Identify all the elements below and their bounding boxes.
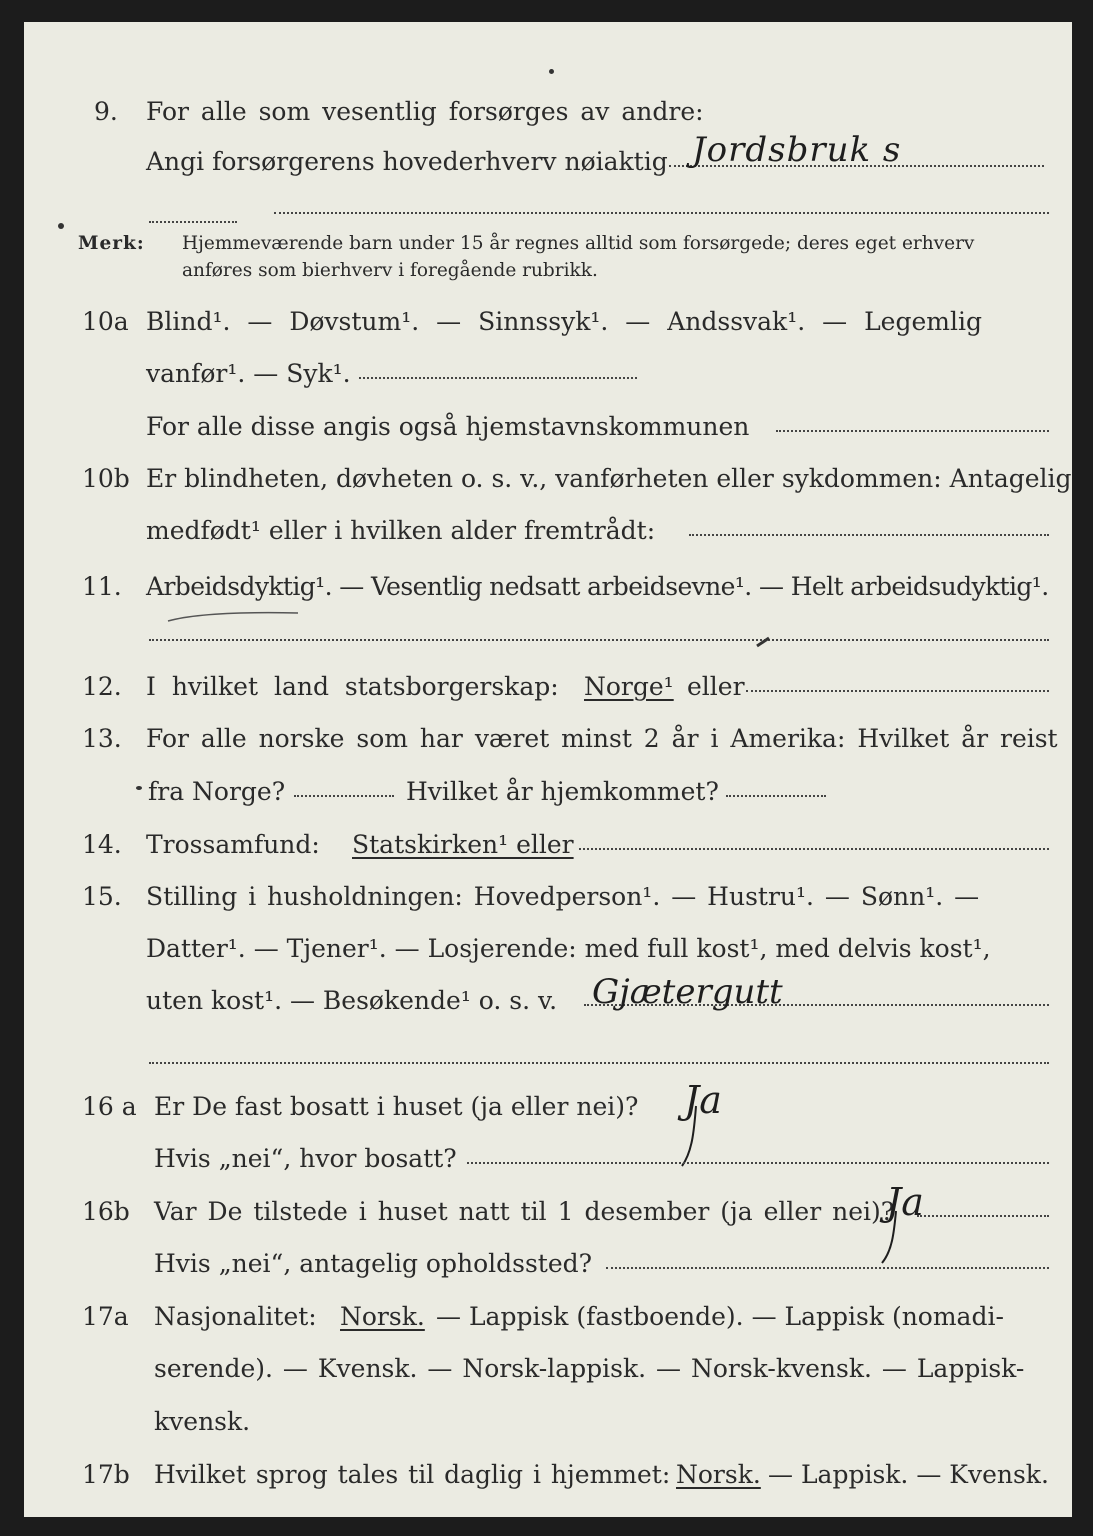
q16b-line1-answer-line xyxy=(917,1215,1049,1217)
q12-text: I hvilket land statsborgerskap: xyxy=(146,672,559,701)
q15-handwritten-answer: Gjætergutt xyxy=(592,972,783,1012)
q10b-number: 10b xyxy=(82,464,130,493)
q17b-number: 17b xyxy=(82,1460,130,1489)
q10a-line2: vanfør¹. — Syk¹. xyxy=(146,359,351,388)
q13-line1: For alle norske som har været minst 2 år i Amerika: Hvilket år reist xyxy=(146,724,1058,753)
q14-answer-line xyxy=(579,848,1049,850)
q11-answer-line xyxy=(149,639,1049,641)
q10a-line1: Blind¹. — Døvstum¹. — Sinnssyk¹. — Andssvak¹. — Legemlig xyxy=(146,307,982,336)
q14-text: Trossamfund: xyxy=(146,830,320,859)
q14-number: 14. xyxy=(82,830,122,859)
q17b-text: Hvilket sprog tales til daglig i hjemmet: xyxy=(154,1460,671,1489)
q9-number: 9. xyxy=(94,97,118,126)
q10a-line3-answer-line xyxy=(776,430,1049,432)
q9-line1: For alle som vesentlig forsørges av andre: xyxy=(146,97,704,126)
q9-line2: Angi forsørgerens hovederhverv nøiaktig xyxy=(146,147,668,176)
q10a-line3: For alle disse angis også hjemstavnskommunen xyxy=(146,412,750,441)
q15-line2: Datter¹. — Tjener¹. — Losjerende: med full kost¹, med delvis kost¹, xyxy=(146,934,991,963)
q9-extra-line xyxy=(274,212,1049,214)
merk-line2: anføres som bierhverv i foregående rubrikk. xyxy=(182,260,598,281)
q10a-line2-answer-line xyxy=(359,377,637,379)
q16b-line1: Var De tilstede i huset natt til 1 desember (ja eller nei)? xyxy=(154,1197,895,1226)
q12-number: 12. xyxy=(82,672,122,701)
q11-pencil-mark xyxy=(754,635,774,649)
q15-line3: uten kost¹. — Besøkende¹ o. s. v. xyxy=(146,986,558,1015)
q17a-line1-options: — Lappisk (fastboende). — Lappisk (nomadi- xyxy=(436,1302,1004,1331)
q16b-answer-stroke xyxy=(874,1207,904,1267)
q10b-answer-line xyxy=(689,534,1049,536)
q17a-line2: serende). — Kvensk. — Norsk-lappisk. — Norsk-kvensk. — Lappisk- xyxy=(154,1354,1025,1383)
q16b-answer-line xyxy=(606,1267,1049,1269)
q13-line2-return: Hvilket år hjemkommet? xyxy=(406,777,719,806)
q16b-handwritten-answer: Ja xyxy=(886,1180,924,1224)
merk-line1: Hjemmeværende barn under 15 år regnes alltid som forsørgede; deres eget erhverv xyxy=(182,233,975,254)
q10b-line2: medfødt¹ eller i hvilken alder fremtrådt: xyxy=(146,516,656,545)
q13-line2-from: fra Norge? xyxy=(148,777,286,806)
q17b-norsk: Norsk. xyxy=(676,1460,761,1489)
merk-label: Merk: xyxy=(78,233,145,254)
q15-line1: Stilling i husholdningen: Hovedperson¹. — Hustru¹. — Sønn¹. — xyxy=(146,882,980,911)
q16a-number: 16 a xyxy=(82,1092,137,1121)
q13-number: 13. xyxy=(82,724,122,753)
q16a-answer-line xyxy=(467,1162,1049,1164)
q11-number: 11. xyxy=(82,572,122,601)
q16a-handwritten-answer: Ja xyxy=(684,1078,722,1122)
q10a-number: 10a xyxy=(82,307,129,336)
q17a-line3: kvensk. xyxy=(154,1407,251,1436)
q12-eller: eller xyxy=(687,672,745,701)
ink-speck xyxy=(549,69,554,74)
q12-answer-line xyxy=(746,690,1049,692)
q15-number: 15. xyxy=(82,882,122,911)
census-form-page xyxy=(24,22,1072,1517)
q16a-line2: Hvis „nei“, hvor bosatt? xyxy=(154,1144,457,1173)
q15-extra-line xyxy=(149,1062,1049,1064)
q11-line1: Arbeidsdyktig¹. — Vesentlig nedsatt arbeidsevne¹. — Helt arbeidsudyktig¹. xyxy=(146,572,1049,601)
q12-norge: Norge¹ xyxy=(584,672,674,701)
q14-statskirken: Statskirken¹ eller xyxy=(352,830,574,859)
q17b-rest: — Lappisk. — Kvensk. xyxy=(768,1460,1049,1489)
q9-extra-line-short xyxy=(149,221,237,223)
q13-from-answer-line xyxy=(294,795,394,797)
q10b-line1: Er blindheten, døvheten o. s. v., vanførheten eller sykdommen: Antagelig xyxy=(146,464,1072,493)
ink-speck xyxy=(136,786,142,790)
q17a-number: 17a xyxy=(82,1302,129,1331)
q13-return-answer-line xyxy=(726,795,826,797)
q9-handwritten-answer: Jordsbruk s xyxy=(692,130,902,170)
q11-pencil-stroke xyxy=(164,607,304,627)
q16b-number: 16b xyxy=(82,1197,130,1226)
q17a-norsk: Norsk. xyxy=(340,1302,425,1331)
q17a-line1-label: Nasjonalitet: xyxy=(154,1302,317,1331)
ink-speck xyxy=(58,223,64,229)
q16b-line2: Hvis „nei“, antagelig opholdssted? xyxy=(154,1249,593,1278)
q16a-line1: Er De fast bosatt i huset (ja eller nei)? xyxy=(154,1092,639,1121)
